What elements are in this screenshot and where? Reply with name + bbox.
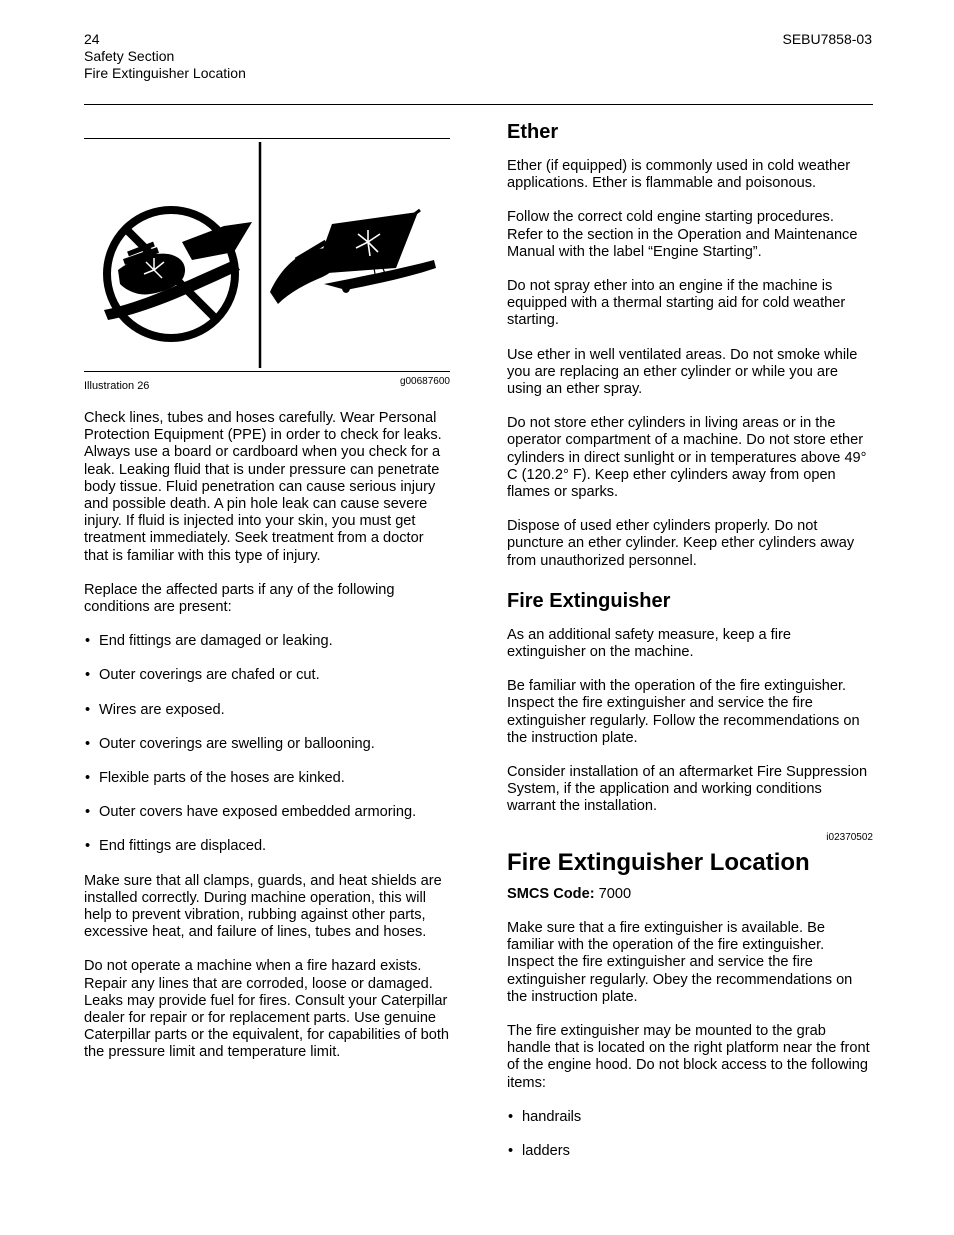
list-item: • Outer coverings are chafed or cut.: [84, 667, 450, 684]
replace-parts-paragraph: Replace the affected parts if any of the following conditions are present:: [84, 581, 395, 616]
fire-extinguisher-paragraph: Consider installation of an aftermarket Fire Suppression System, if the application and working conditions warrant the installation.: [507, 764, 868, 815]
prohibited-hand-icon: [104, 210, 252, 338]
left-body: [84, 410, 450, 1062]
subsection-title: Fire Extinguisher Location: [84, 65, 246, 81]
illustration-bottom-rule: [84, 371, 450, 372]
list-item: • ladders: [507, 1143, 873, 1160]
list-item: • Flexible parts of the hoses are kinked.: [84, 770, 450, 787]
list-item: • Outer coverings are swelling or ballooning.: [84, 736, 450, 753]
right-column: [507, 118, 873, 1177]
ether-paragraph: Ether (if equipped) is commonly used in cold weather applications. Ether is flammable and poisonous.: [507, 158, 851, 192]
fire-extinguisher-heading: Fire Extinguisher: [507, 589, 671, 612]
list-item: • Wires are exposed.: [84, 702, 450, 719]
left-column: [84, 138, 450, 1079]
illustration: [84, 138, 450, 393]
ether-paragraph: Dispose of used ether cylinders properly. Do not puncture an ether cylinder. Keep ether cylinders away from unauthorized personnel.: [507, 518, 855, 569]
fire-extinguisher-location-paragraph: Make sure that a fire extinguisher is available. Be familiar with the operation of the fire extinguisher. Inspect the fire extinguisher and service the fire extinguisher regularly. Obey the recommendations on the instruction plate.: [507, 919, 853, 1005]
correct-board-check-icon: [270, 210, 436, 304]
fire-hazard-paragraph: Do not operate a machine when a fire hazard exists. Repair any lines that are corroded, loose or damaged. Leaks may provide fuel for fires. Consult your Caterpillar dealer for repair or for replacement parts. Use genuine Caterpillar parts or the equivalent, for capabilities of both the pressure limit and temperature limit.: [84, 958, 450, 1061]
ether-paragraph: Do not spray ether into an engine if the machine is equipped with a thermal starting aid for cold weather starting.: [507, 278, 846, 329]
fire-extinguisher-location-paragraph: The fire extinguisher may be mounted to the grab handle that is located on the right platform near the front of the engine hood. Do not block access to the following items:: [507, 1022, 870, 1091]
smcs-label: SMCS Code:: [507, 885, 595, 902]
topic-reference-code: i02370502: [826, 831, 873, 843]
section-title: Safety Section: [84, 48, 175, 64]
header-divider: [84, 104, 873, 105]
illustration-top-rule: [84, 138, 450, 139]
fire-extinguisher-location-heading: Fire Extinguisher Location: [507, 848, 810, 876]
page-number: 24: [84, 31, 100, 47]
list-item: • Outer covers have exposed embedded armoring.: [84, 804, 450, 821]
doc-id: SEBU7858-03: [782, 31, 872, 47]
clamps-paragraph: Make sure that all clamps, guards, and heat shields are installed correctly. During machine operation, this will help to prevent vibration, rubbing against other parts, excessive heat, and failure of lines, tubes and hoses.: [84, 872, 442, 941]
illustration-caption: Illustration 26: [84, 380, 150, 392]
ether-paragraph: Do not store ether cylinders in living areas or in the operator compartment of a machine. Do not store ether cylinders in direct sunlight or in temperatures above 49° C (120.2° F). Keep ether cylinders away from open flames or sparks.: [507, 415, 867, 501]
list-item: • End fittings are damaged or leaking.: [84, 633, 450, 650]
leak-check-paragraph: Check lines, tubes and hoses carefully. Wear Personal Protection Equipment (PPE) in order to check for leaks. Always use a board or cardboard when you check for a leak. Leaking fluid that is under pressure can penetrate body tissue. Fluid penetration can cause serious injury and possible death. A pin hole leak can cause severe injury. If fluid is injected into your skin, you must get treatment immediately. Seek treatment from a doctor that is familiar with this type of injury.: [84, 410, 442, 564]
ether-paragraph: Use ether in well ventilated areas. Do not smoke while you are replacing an ether cylinder or while you are using an ether spray.: [507, 346, 858, 398]
smcs-value: 7000: [594, 885, 632, 902]
access-items-list: [507, 1109, 873, 1160]
page-header-left: [84, 31, 246, 82]
ether-paragraph: Follow the correct cold engine starting procedures. Refer to the section in the Operation and Maintenance Manual with the label “Engine Starting”.: [507, 209, 858, 260]
conditions-list: [84, 633, 450, 855]
fire-extinguisher-paragraph: As an additional safety measure, keep a fire extinguisher on the machine.: [507, 626, 791, 661]
smcs-code: [507, 886, 873, 903]
illustration-code: g00687600: [399, 376, 450, 387]
list-item: • handrails: [507, 1109, 873, 1126]
list-item: • End fittings are displaced.: [84, 838, 450, 855]
fire-extinguisher-paragraph: Be familiar with the operation of the fire extinguisher. Inspect the fire extinguisher and service the fire extinguisher regularly. Follow the recommendations on the instruction plate.: [507, 678, 860, 746]
ether-heading: Ether: [507, 121, 559, 143]
fluid-penetration-warning-image: [84, 142, 450, 370]
